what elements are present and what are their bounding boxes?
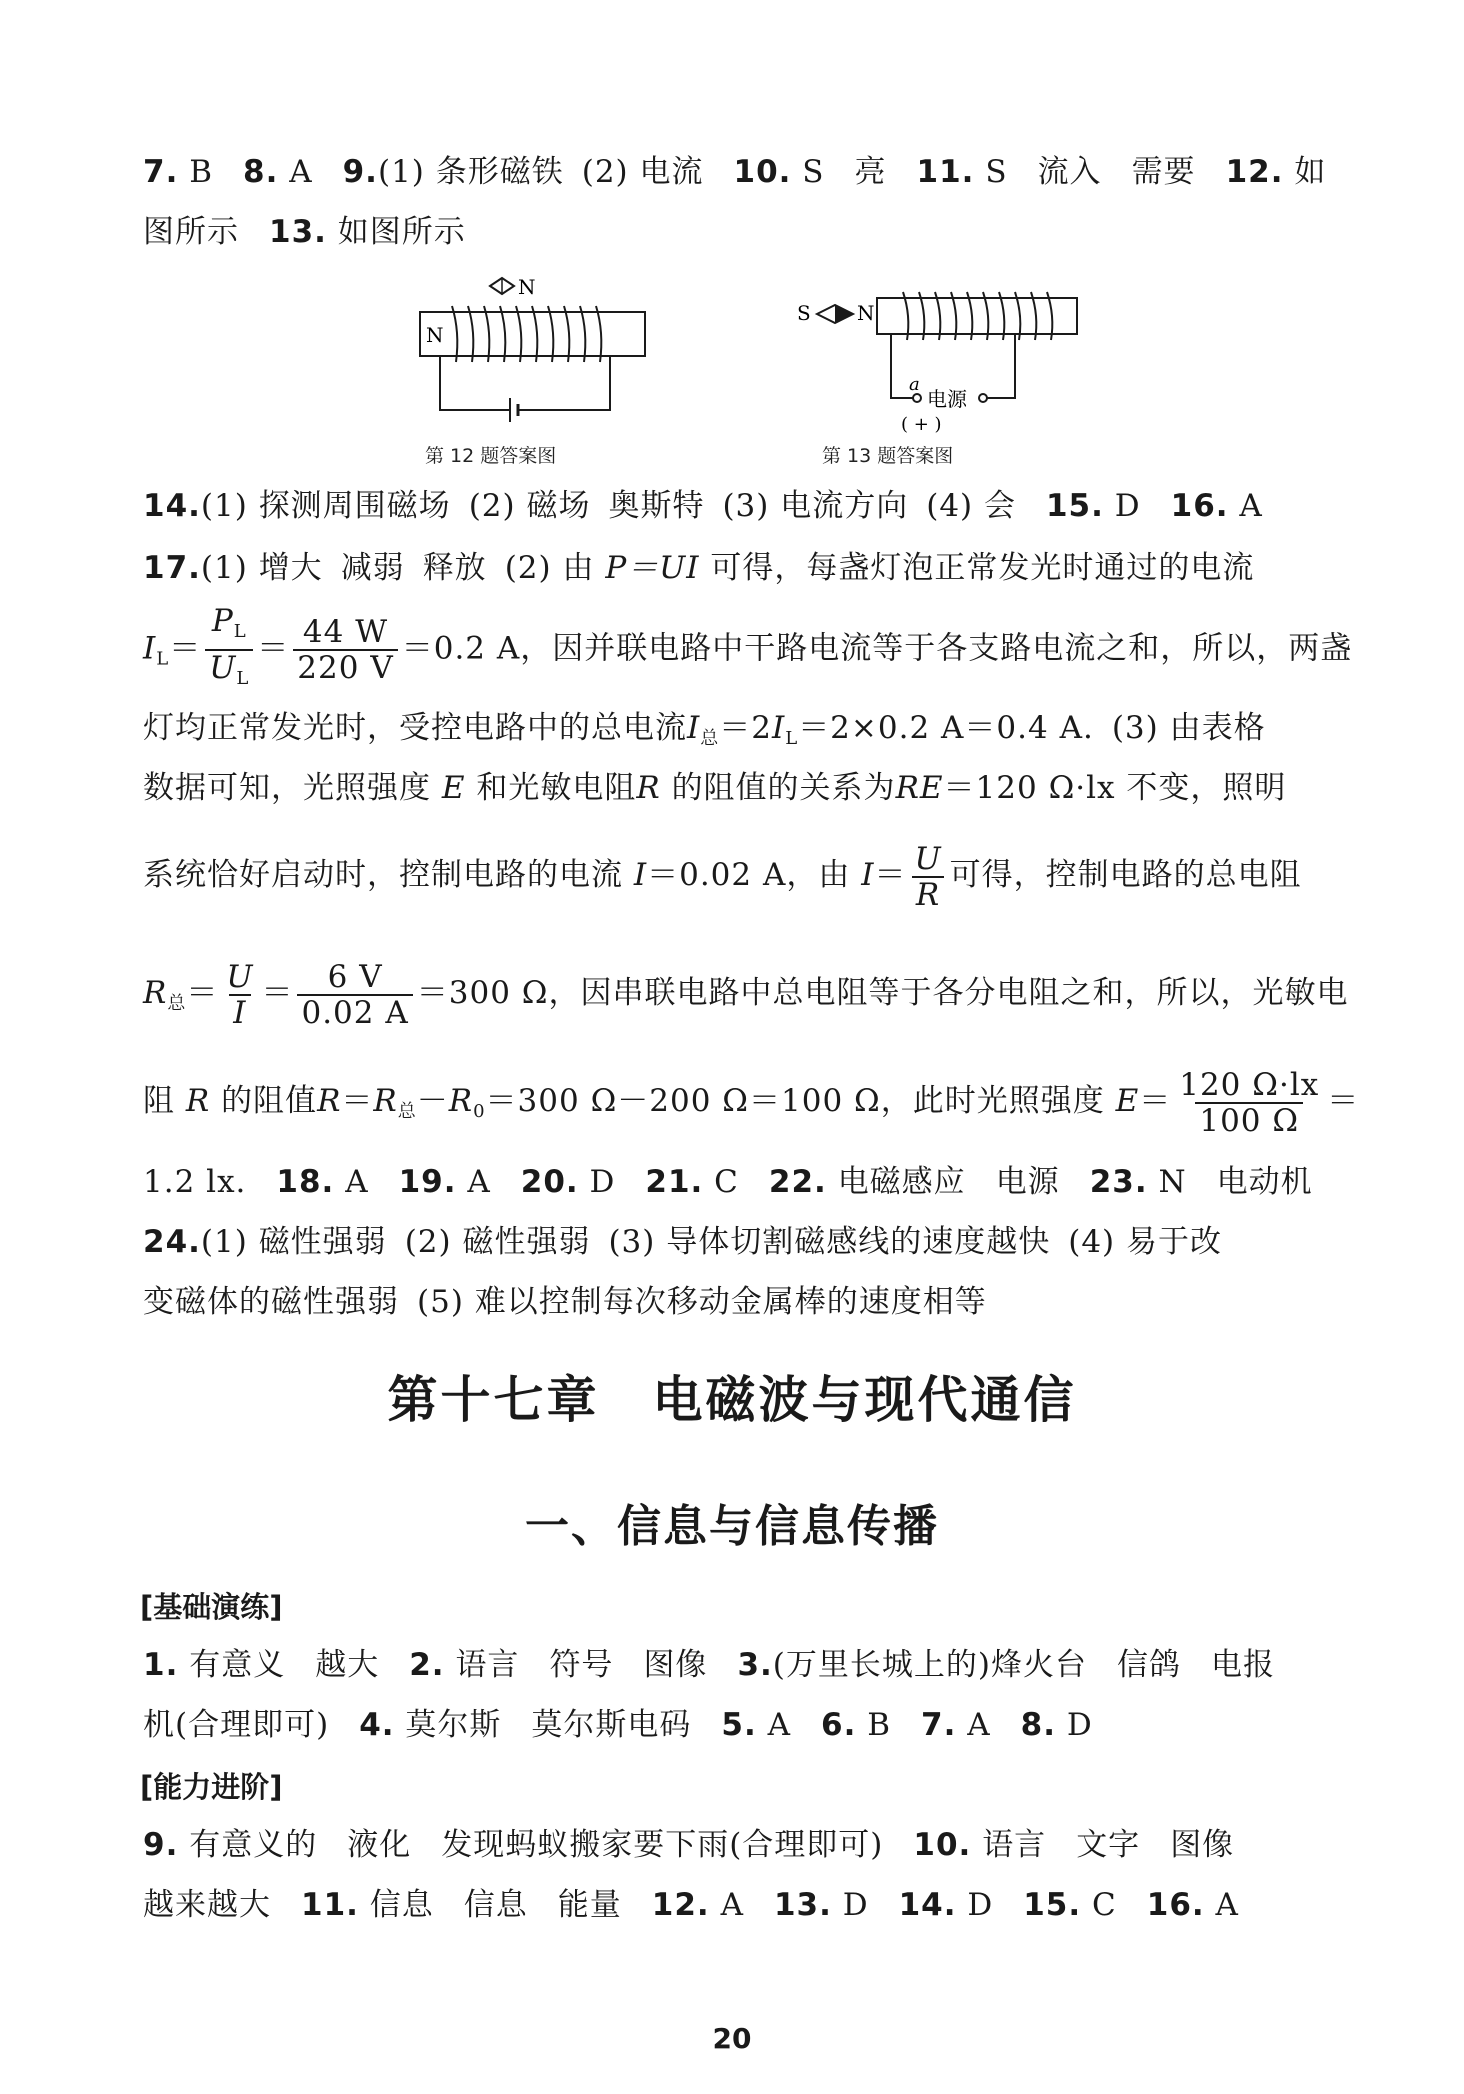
basic-line-2: 机(合理即可) 4. 莫尔斯 莫尔斯电码 5. A 6. B 7. A 8. D — [143, 1707, 1093, 1743]
symbol: I — [143, 630, 157, 667]
advanced-practice-tag: [能力进阶] — [140, 1770, 283, 1804]
fraction: $\frac{P_L}{U_L}$ — [205, 604, 253, 696]
q-number: 9. — [143, 1827, 179, 1863]
terminal-label: a — [909, 374, 920, 395]
q-number: 16. — [1146, 1887, 1205, 1923]
q-number: 8. — [243, 154, 279, 190]
answer: ＝0.2 A，因并联电路中干路电流等于各支路电流之和，所以，两盏 — [401, 630, 1353, 667]
q-number: 1. — [143, 1647, 179, 1683]
answer-line-18: $I_L=$ $\frac{P_L}{U_L}$ ＝ $\frac{44 W}{220 V}$ ＝0.2 A，因并联电路中干路电流等于各支路电流之和，所以，两盏 — [143, 604, 1352, 697]
q-number: 7. — [921, 1707, 957, 1743]
fraction: $\frac{120 \Omega\cdot lx}{100 \Omega}$ — [1179, 1066, 1320, 1139]
q-number: 10. — [733, 154, 792, 190]
q-number: 4. — [359, 1707, 395, 1743]
q-number: 11. — [916, 154, 975, 190]
answer: 可得，每盏灯泡正常发光时通过的电流 — [710, 550, 1255, 586]
polarity-label: ( + ) — [901, 414, 942, 435]
q-number: 5. — [721, 1707, 757, 1743]
pole-label: S — [797, 301, 811, 325]
answer: 如 — [1294, 154, 1327, 190]
iron-core — [420, 312, 645, 356]
q-number: 3. — [737, 1647, 773, 1683]
answer: A — [1239, 488, 1263, 524]
answer: 如图所示 — [337, 214, 466, 250]
chapter-title: 第十七章 电磁波与现代通信 — [387, 1371, 1077, 1429]
terminal-icon — [913, 394, 921, 402]
fraction: $\frac{44 W}{220 V}$ — [293, 615, 397, 685]
answer: B — [189, 154, 213, 190]
section-title: 一、信息与信息传播 — [525, 1501, 939, 1552]
answer: (3) 电流方向 — [722, 488, 909, 524]
answer-line-20: 数据可知，光照强度 E 和光敏电阻R 的阻值的关系为RE＝120 Ω·lx 不变，照明 — [143, 770, 1287, 806]
formula: P＝UI — [605, 550, 700, 586]
answer-line-1 — [143, 152, 1326, 192]
q-number: 15. — [1023, 1887, 1082, 1923]
pole-label: N — [518, 275, 536, 299]
q-number: 9. — [342, 154, 378, 190]
q-number: 19. — [398, 1164, 457, 1200]
answer-line-14 — [143, 486, 1263, 526]
q-number: 18. — [276, 1164, 335, 1200]
q-number: 20. — [520, 1164, 579, 1200]
answer-line-23: 阻 R 的阻值$R=R_总-R_0=300$ Ω－200 Ω＝100 Ω，此时光照强度 E＝ $\frac{120 \Omega\cdot lx}{100 \Omega}$ ＝ — [143, 1066, 1360, 1139]
answer-line-21: 系统恰好启动时，控制电路的电流 I＝0.02 A，由 I＝ $\frac{U}{R}$ 可得，控制电路的总电阻 — [143, 840, 1302, 913]
answer: (1) 条形磁铁 — [377, 154, 564, 190]
answer-line-26: 变磁体的磁性强弱 (5) 难以控制每次移动金属棒的速度相等 — [143, 1284, 987, 1320]
q-number: 10. — [913, 1827, 972, 1863]
answer: (4) 会 — [926, 488, 1016, 524]
q-number: 12. — [651, 1887, 710, 1923]
q-number: 13. — [269, 214, 327, 250]
pole-label: N — [857, 301, 875, 325]
q-number: 2. — [409, 1647, 445, 1683]
answer-line-25: 24.(1) 磁性强弱 (2) 磁性强弱 (3) 导体切割磁感线的速度越快 (4) 易于改 — [143, 1224, 1222, 1260]
power-source-label: 电源 — [927, 387, 967, 411]
q-number: 16. — [1170, 488, 1229, 524]
answer-line-19: 灯均正常发光时，受控电路中的总电流$I_总=2I_L=2\times 0.2$ A＝0.4 A. (3) 由表格 — [143, 710, 1266, 749]
q-number: 23. — [1089, 1164, 1148, 1200]
figure-13-diagram — [795, 290, 1085, 440]
fraction: $\frac{6 V}{0.02 A}$ — [297, 960, 412, 1030]
basic-line-1: 1. 有意义 越大 2. 语言 符号 图像 3.(万里长城上的)烽火台 信鸽 电报 — [143, 1647, 1275, 1683]
terminal-icon — [979, 394, 987, 402]
basic-practice-tag: [基础演练] — [140, 1590, 283, 1624]
q-number: 21. — [645, 1164, 704, 1200]
answer: (2) 电流 — [581, 154, 704, 190]
answer: 奥斯特 — [608, 488, 705, 524]
answer: (1) 探测周围磁场 — [200, 488, 451, 524]
advanced-line-2: 越来越大 11. 信息 信息 能量 12. A 13. D 14. D 15. C 16. A — [143, 1887, 1239, 1923]
coil-pole-label: N — [426, 323, 444, 347]
q-number: 12. — [1225, 154, 1284, 190]
answer: 流入 — [1037, 154, 1102, 190]
answer: 减弱 — [340, 550, 405, 586]
answer: 亮 — [854, 154, 887, 190]
q-number: 8. — [1020, 1707, 1056, 1743]
answer: A — [289, 154, 313, 190]
figure-12-caption: 第 12 题答案图 — [425, 445, 557, 467]
answer: 需要 — [1131, 154, 1196, 190]
answer-line-24: 1.2 lx. 18. A 19. A 20. D 21. C 22. 电磁感应 电源 23. N 电动机 — [143, 1164, 1313, 1200]
q-number: 14. — [898, 1887, 957, 1923]
q-number: 22. — [768, 1164, 827, 1200]
fraction: $\frac{U}{R}$ — [910, 842, 945, 912]
answer: D — [1114, 488, 1141, 524]
q-number: 7. — [143, 154, 179, 190]
answer-line-22: $R_总=$ $\frac{U}{I}$ ＝ $\frac{6 V}{0.02 A}$ ＝300 Ω，因串联电路中总电阻等于各分电阻之和，所以，光敏电 — [143, 958, 1349, 1031]
fraction: $\frac{U}{I}$ — [226, 958, 254, 1031]
answer: 释放 — [422, 550, 487, 586]
q-number: 14. — [143, 488, 201, 524]
subscript: L — [156, 648, 170, 670]
q-number: 17. — [143, 550, 201, 586]
q-number: 11. — [301, 1887, 359, 1923]
answer-line-2 — [143, 212, 466, 252]
answer: (2) 磁场 — [468, 488, 591, 524]
answer: S — [802, 154, 825, 190]
figure-12-diagram — [410, 270, 680, 435]
figure-13-caption: 第 13 题答案图 — [822, 445, 954, 467]
answer-line-17 — [143, 548, 1254, 588]
page-number: 20 — [712, 2022, 752, 2055]
q-number: 13. — [773, 1887, 832, 1923]
answer: 图所示 — [143, 214, 239, 250]
q-number: 15. — [1045, 488, 1104, 524]
q-number: 6. — [821, 1707, 857, 1743]
answer: (2) 由 — [504, 550, 595, 586]
answer: S — [985, 154, 1008, 190]
advanced-line-1: 9. 有意义的 液化 发现蚂蚁搬家要下雨(合理即可) 10. 语言 文字 图像 — [143, 1827, 1235, 1863]
q-number: 24. — [143, 1224, 201, 1260]
answer: (1) 增大 — [200, 550, 323, 586]
